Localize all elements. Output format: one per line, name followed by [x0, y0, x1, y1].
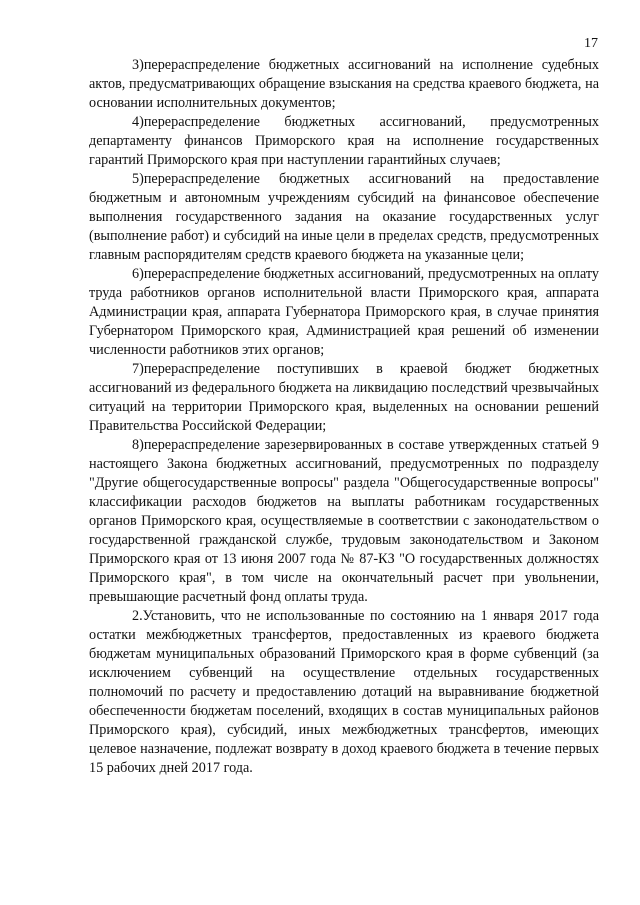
- paragraph-item-6: 6)перераспределение бюджетных ассигнований, предусмотренных на оплату труда работников органов исполнительной власти Приморского края, аппарата Администрации края, аппарата Губернатора Приморского края, в случае принятия Губернатором Приморского края, Администрацией края решений об изменении численности работников этих органов;: [89, 266, 599, 358]
- paragraph-item-5: 5)перераспределение бюджетных ассигнований на предоставление бюджетным и автономным учреждениям субсидий на финансовое обеспечение выполнения государственного задания на оказание государственных услуг (выполнение работ) и субсидий на иные цели в пределах средств, предусмотренных главным распорядителям средств краевого бюджета на указанные цели;: [89, 171, 599, 263]
- document-body: [89, 56, 599, 778]
- page-number: 17: [584, 36, 598, 51]
- paragraph-item-4: 4)перераспределение бюджетных ассигнований, предусмотренных департаменту финансов Приморского края на исполнение государственных гарантий Приморского края при наступлении гарантийных случаев;: [89, 114, 599, 168]
- paragraph-section-2: 2.Установить, что не использованные по состоянию на 1 января 2017 года остатки межбюджетных трансфертов, предоставленных из краевого бюджета бюджетам муниципальных образований Приморского края в форме субвенций (за исключением субвенций на осуществление отдельных государственных полномочий по расчету и предоставлению дотаций на выравнивание бюджетной обеспеченности бюджетам поселений, входящих в состав муниципальных районов Приморского края), субсидий, иных межбюджетных трансфертов, имеющих целевое назначение, подлежат возврату в доход краевого бюджета в течение первых 15 рабочих дней 2017 года.: [89, 608, 599, 776]
- paragraph-item-7: 7)перераспределение поступивших в краевой бюджет бюджетных ассигнований из федерального бюджета на ликвидацию последствий чрезвычайных ситуаций на территории Приморского края, выделенных на основании решений Правительства Российской Федерации;: [89, 361, 599, 434]
- paragraph-item-8: 8)перераспределение зарезервированных в составе утвержденных статьей 9 настоящего Закона бюджетных ассигнований, предусмотренных по подразделу "Другие общегосударственные вопросы" раздела "Общегосударственные вопросы" классификации расходов бюджетов на выплаты работникам государственных органов Приморского края, осуществляемые в соответствии с законодательством о государственной гражданской службе, трудовым законодательством и Законом Приморского края от 13 июня 2007 года № 87-КЗ "О государственных должностях Приморского края", в том числе на окончательный расчет при увольнении, превышающие расчетный фонд оплаты труда.: [89, 437, 599, 605]
- paragraph-item-3: 3)перераспределение бюджетных ассигнований на исполнение судебных актов, предусматривающих обращение взыскания на средства краевого бюджета, на основании исполнительных документов;: [89, 57, 599, 111]
